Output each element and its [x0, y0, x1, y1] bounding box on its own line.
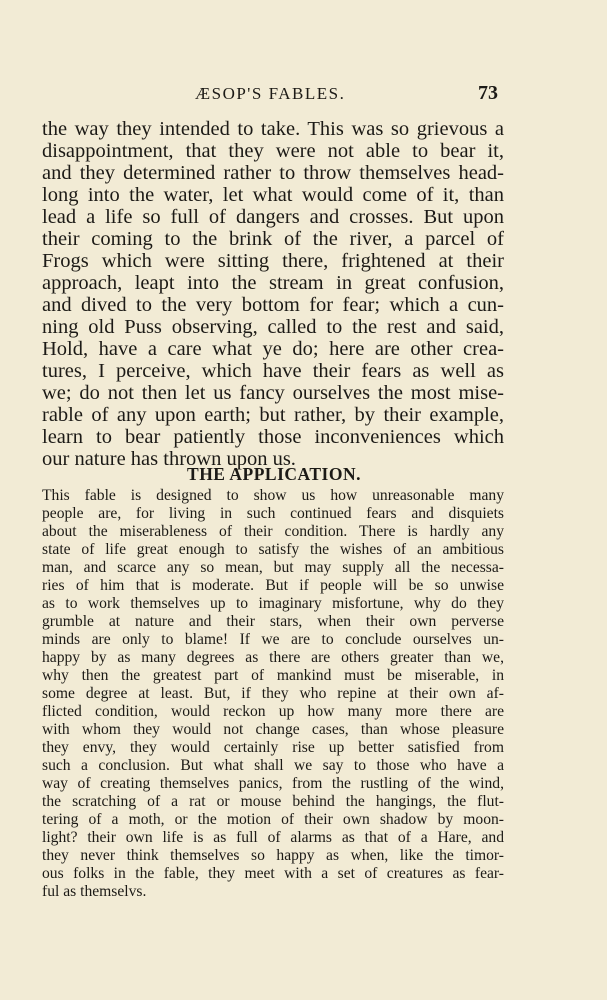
application-line: man, and scarce any so mean, but may supply all the necessa-	[42, 559, 504, 576]
page-number: 73	[478, 82, 498, 104]
text-line: we; do not then let us fancy ourselves the most mise-	[42, 382, 504, 404]
text-line: lead a life so full of dangers and crosses. But upon	[42, 206, 504, 228]
application-line: they never think themselves so happy as when, like the timor-	[42, 847, 504, 864]
application-line: flicted condition, would reckon up how many more there are	[42, 703, 504, 720]
text-line: and they determined rather to throw themselves head-	[42, 162, 504, 184]
application-line: the scratching of a rat or mouse behind the hangings, the flut-	[42, 793, 504, 810]
application-line: tering of a moth, or the motion of their own shadow by moon-	[42, 811, 504, 828]
running-title: ÆSOP'S FABLES.	[195, 84, 346, 103]
application-line: they envy, they would certainly rise up better satisfied from	[42, 739, 504, 756]
text-line: long into the water, let what would come of it, than	[42, 184, 504, 206]
text-line: tures, I perceive, which have their fears as well as	[42, 360, 504, 382]
application-line: way of creating themselves panics, from the rustling of the wind,	[42, 775, 504, 792]
text-line: their coming to the brink of the river, a parcel of	[42, 228, 504, 250]
application-line: minds are only to blame! If we are to conclude ourselves un-	[42, 631, 504, 648]
application-line: with whom they would not change cases, than whose pleasure	[42, 721, 504, 738]
application-line: people are, for living in such continued fears and disquiets	[42, 505, 504, 522]
application-line: ous folks in the fable, they meet with a set of creatures as fear-	[42, 865, 504, 882]
text-line: approach, leapt into the stream in great confusion,	[42, 272, 504, 294]
text-line: Hold, have a care what ye do; here are other crea-	[42, 338, 504, 360]
text-line: our nature has thrown upon us.	[42, 448, 296, 470]
application-line: such a conclusion. But what shall we say to those who have a	[42, 757, 504, 774]
text-line: ning old Puss observing, called to the rest and said,	[42, 316, 504, 338]
text-line: the way they intended to take. This was so grievous a	[42, 118, 504, 140]
application-line: ful as themselvs.	[42, 883, 147, 900]
application-line: happy by as many degrees as there are others greater than we,	[42, 649, 504, 666]
text-line: disappointment, that they were not able to bear it,	[42, 140, 504, 162]
application-line: about the miserableness of their condition. There is hardly any	[42, 523, 504, 540]
application-line: why then the greatest part of mankind must be miserable, in	[42, 667, 504, 684]
application-line: some degree at least. But, if they who repine at their own af-	[42, 685, 504, 702]
application-line: as to work themselves up to imaginary misfortune, why do they	[42, 595, 504, 612]
application-line: ries of him that is moderate. But if people will be so unwise	[42, 577, 504, 594]
text-line: and dived to the very bottom for fear; which a cun-	[42, 294, 504, 316]
application-line: This fable is designed to show us how unreasonable many	[42, 487, 504, 504]
application-line: state of life great enough to satisfy the wishes of an ambitious	[42, 541, 504, 558]
text-line: Frogs which were sitting there, frightened at their	[42, 250, 504, 272]
application-line: grumble at nature and their stars, when their own perverse	[42, 613, 504, 630]
text-line: rable of any upon earth; but rather, by their example,	[42, 404, 504, 426]
section-heading: THE APPLICATION.	[187, 464, 361, 484]
application-line: light? their own life is as full of alarms as that of a Hare, and	[42, 829, 504, 846]
text-line: learn to bear patiently those inconveniences which	[42, 426, 504, 448]
